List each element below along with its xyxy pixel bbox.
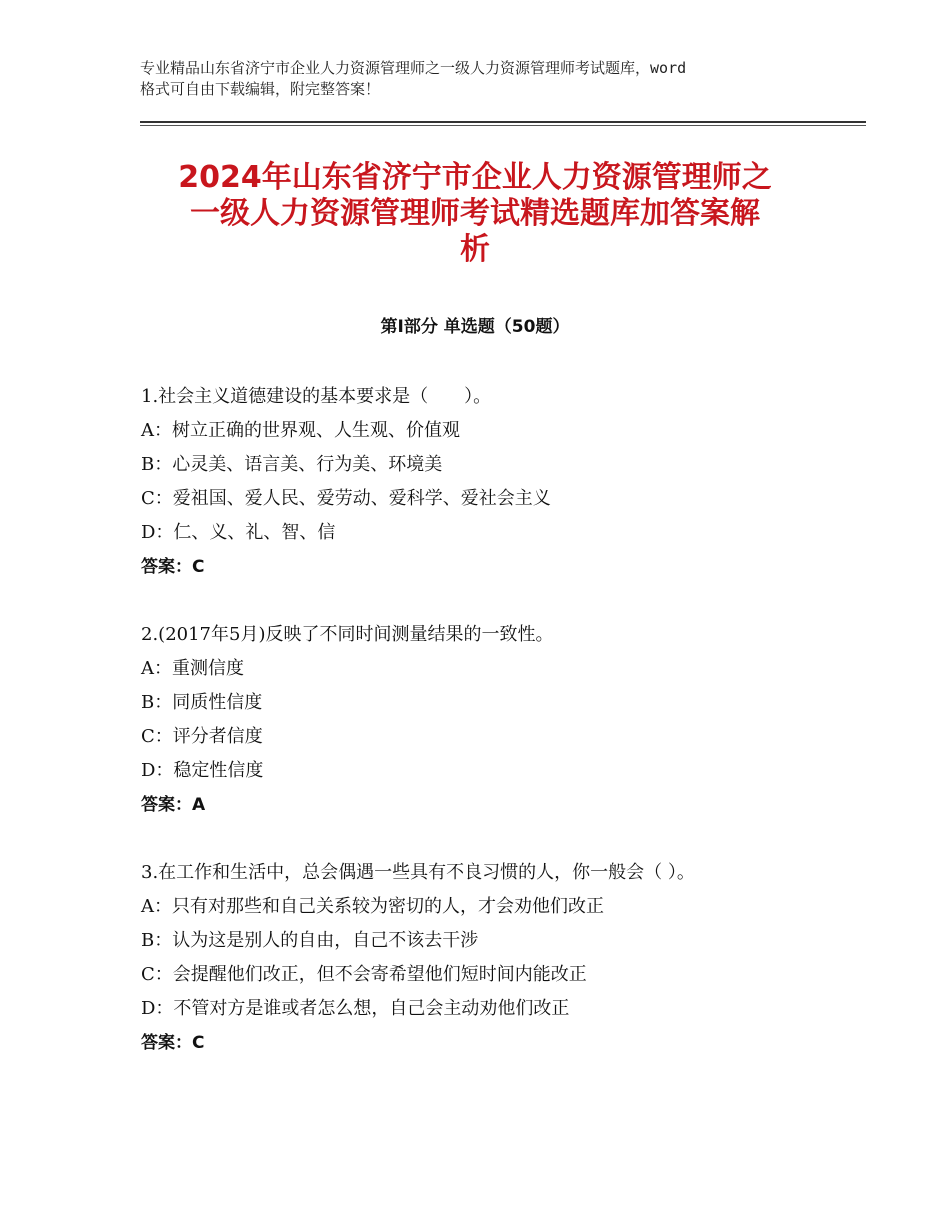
option-a: A：只有对那些和自己关系较为密切的人，才会劝他们改正 <box>141 896 604 917</box>
answer-label: 答案：C <box>141 1033 205 1053</box>
question-stem: 1.社会主义道德建设的基本要求是（ ）。 <box>141 386 492 407</box>
option-d: D：不管对方是谁或者怎么想，自己会主动劝他们改正 <box>141 998 570 1019</box>
document-header-note <box>140 58 820 100</box>
question-stem: 3.在工作和生活中，总会偶遇一些具有不良习惯的人，你一般会（ ）。 <box>141 862 695 883</box>
option-d: D：仁、义、礼、智、信 <box>141 522 336 543</box>
option-c: C：爱祖国、爱人民、爱劳动、爱科学、爱社会主义 <box>141 488 551 509</box>
header-note-line-2: 格式可自由下载编辑，附完整答案！ <box>140 80 381 98</box>
question-2 <box>141 618 831 822</box>
option-b: B：心灵美、语言美、行为美、环境美 <box>141 454 443 475</box>
answer-label: 答案：A <box>141 795 206 815</box>
header-divider-thick <box>140 121 866 123</box>
option-b: B：同质性信度 <box>141 692 263 713</box>
title-line-3: 析 <box>460 232 490 267</box>
question-stem: 2.(2017年5月)反映了不同时间测量结果的一致性。 <box>141 624 554 645</box>
option-a: A：树立正确的世界观、人生观、价值观 <box>141 420 460 441</box>
question-1 <box>141 380 831 584</box>
header-divider-thin <box>140 125 866 126</box>
question-3 <box>141 856 831 1060</box>
section-heading: 第Ⅰ部分 单选题（50题） <box>380 317 570 337</box>
title-line-2: 一级人力资源管理师考试精选题库加答案解 <box>190 196 760 231</box>
option-a: A：重测信度 <box>141 658 244 679</box>
option-c: C：会提醒他们改正，但不会寄希望他们短时间内能改正 <box>141 964 587 985</box>
title-line-1: 2024年山东省济宁市企业人力资源管理师之 <box>178 160 772 195</box>
document-title <box>120 160 830 268</box>
header-note-line-1: 专业精品山东省济宁市企业人力资源管理师之一级人力资源管理师考试题库，word <box>140 59 687 77</box>
answer-label: 答案：C <box>141 557 205 577</box>
option-d: D：稳定性信度 <box>141 760 264 781</box>
option-b: B：认为这是别人的自由，自己不该去干涉 <box>141 930 479 951</box>
option-c: C：评分者信度 <box>141 726 263 747</box>
